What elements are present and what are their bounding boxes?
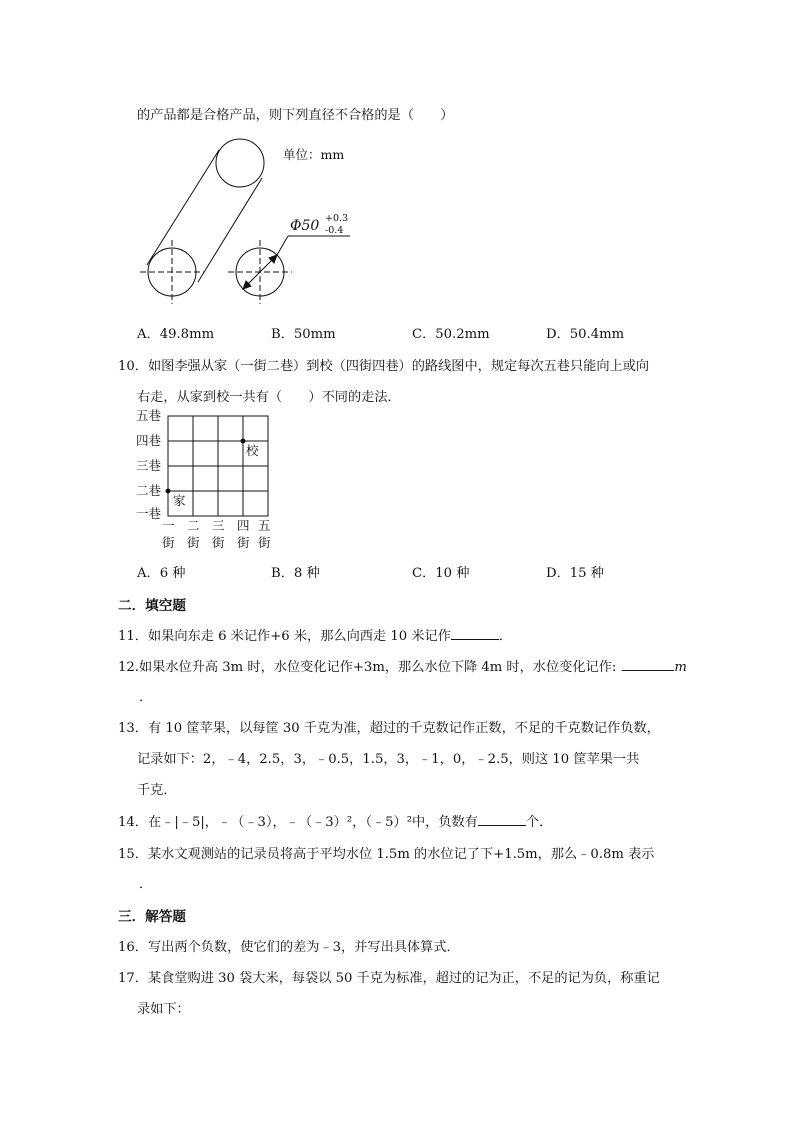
- q12-line: [118, 656, 687, 675]
- q11-text: 11．如果向东走 6 米记作+6 米，那么向西走 10 米记作: [118, 629, 451, 644]
- q9-cylinder-figure: [130, 128, 370, 313]
- q14-end: 个．: [525, 815, 553, 830]
- school-label: 校: [246, 443, 259, 458]
- q13-line-2: 记录如下：2，﹣4，2.5，3，﹣0.5，1.5，3，﹣1，0，﹣2.5，则这 10 筐苹果一共: [137, 752, 640, 767]
- q14-line: [118, 811, 552, 830]
- q9-option-a[interactable]: A．49.8mm: [137, 327, 215, 342]
- col-label-bottom-1: 街: [162, 535, 175, 550]
- cylinder-drawing: [140, 139, 264, 304]
- q12-end: ．: [139, 690, 153, 705]
- col-label-bottom-5: 街: [258, 535, 271, 550]
- q11-end: ．: [498, 629, 513, 644]
- school-point: [241, 439, 246, 444]
- col-label-top-5: 五: [258, 518, 271, 533]
- q15-line-1: 15．某水文观测站的记录员将高于平均水位 1.5m 的水位记了下+1.5m，那么﹣0.8m 表示: [118, 847, 655, 862]
- tolerance-lower: -0.4: [325, 225, 344, 236]
- col-label-top-1: 一: [162, 518, 175, 533]
- q11-answer-blank[interactable]: [451, 626, 499, 640]
- q9-option-b[interactable]: B．50mm: [271, 327, 336, 342]
- q17-line-1: 17．某食堂购进 30 袋大米，每袋以 50 千克为标准，超过的记为正，不足的记为负，称重记: [118, 971, 660, 986]
- q10-option-b[interactable]: B．8 种: [271, 566, 320, 581]
- row-label-4: 四巷: [136, 433, 162, 448]
- section-answer-heading: 三．解答题: [118, 909, 186, 925]
- diameter-symbol: Φ50: [290, 218, 320, 234]
- home-point: [166, 489, 171, 494]
- col-label-bottom-3: 街: [212, 535, 225, 550]
- unit-label: 单位：mm: [283, 147, 345, 162]
- q15-end: ．: [139, 877, 153, 892]
- row-label-2: 二巷: [136, 483, 162, 498]
- q10-stem-line-2: 右走，从家到校一共有（ ）不同的走法．: [137, 390, 401, 405]
- q12-text: 12.如果水位升高 3m 时，水位变化记作+3m，那么水位下降 4m 时，水位变化记作:: [118, 660, 617, 675]
- cross-section-drawing: [228, 236, 350, 304]
- q17-line-2: 录如下：: [137, 1002, 190, 1017]
- q10-stem-line-1: 10．如图李强从家（一街二巷）到校（四街四巷）的路线图中，规定每次五巷只能向上或向: [118, 359, 650, 374]
- row-label-3: 三巷: [136, 458, 162, 473]
- tolerance-upper: +0.3: [325, 213, 349, 224]
- col-label-top-3: 三: [212, 518, 225, 533]
- row-label-1: 一巷: [136, 506, 162, 521]
- q10-street-grid-figure: [130, 404, 290, 552]
- q14-text: 14．在﹣|﹣5|，﹣（﹣3），﹣（﹣3）²，（﹣5）²中，负数有: [118, 815, 478, 830]
- q12-unit: m: [674, 660, 687, 675]
- q10-option-c[interactable]: C．10 种: [412, 566, 470, 581]
- col-label-bottom-4: 街: [237, 535, 250, 550]
- q13-line-1: 13．有 10 筐苹果，以每筐 30 千克为准，超过的千克数记作正数，不足的千克数记作负数，: [118, 721, 660, 736]
- col-label-bottom-2: 街: [187, 535, 200, 550]
- section-fill-in-heading: 二．填空题: [118, 598, 186, 614]
- q13-line-3: 千克．: [137, 783, 177, 798]
- q9-stem-line: 的产品都是合格产品，则下列直径不合格的是（ ）: [137, 108, 454, 123]
- q14-answer-blank[interactable]: [478, 812, 526, 826]
- q9-option-c[interactable]: C．50.2mm: [412, 327, 490, 342]
- q16-line: 16．写出两个负数，使它们的差为﹣3，并写出具体算式．: [118, 940, 460, 955]
- q10-option-a[interactable]: A．6 种: [137, 566, 186, 581]
- col-label-top-2: 二: [187, 518, 200, 533]
- q11-line: [118, 625, 512, 644]
- q12-answer-blank[interactable]: [622, 657, 674, 671]
- row-label-5: 五巷: [136, 408, 162, 423]
- q9-option-d[interactable]: D．50.4mm: [546, 327, 625, 342]
- q10-option-d[interactable]: D．15 种: [546, 566, 604, 581]
- home-label: 家: [173, 493, 186, 508]
- col-label-top-4: 四: [237, 518, 250, 533]
